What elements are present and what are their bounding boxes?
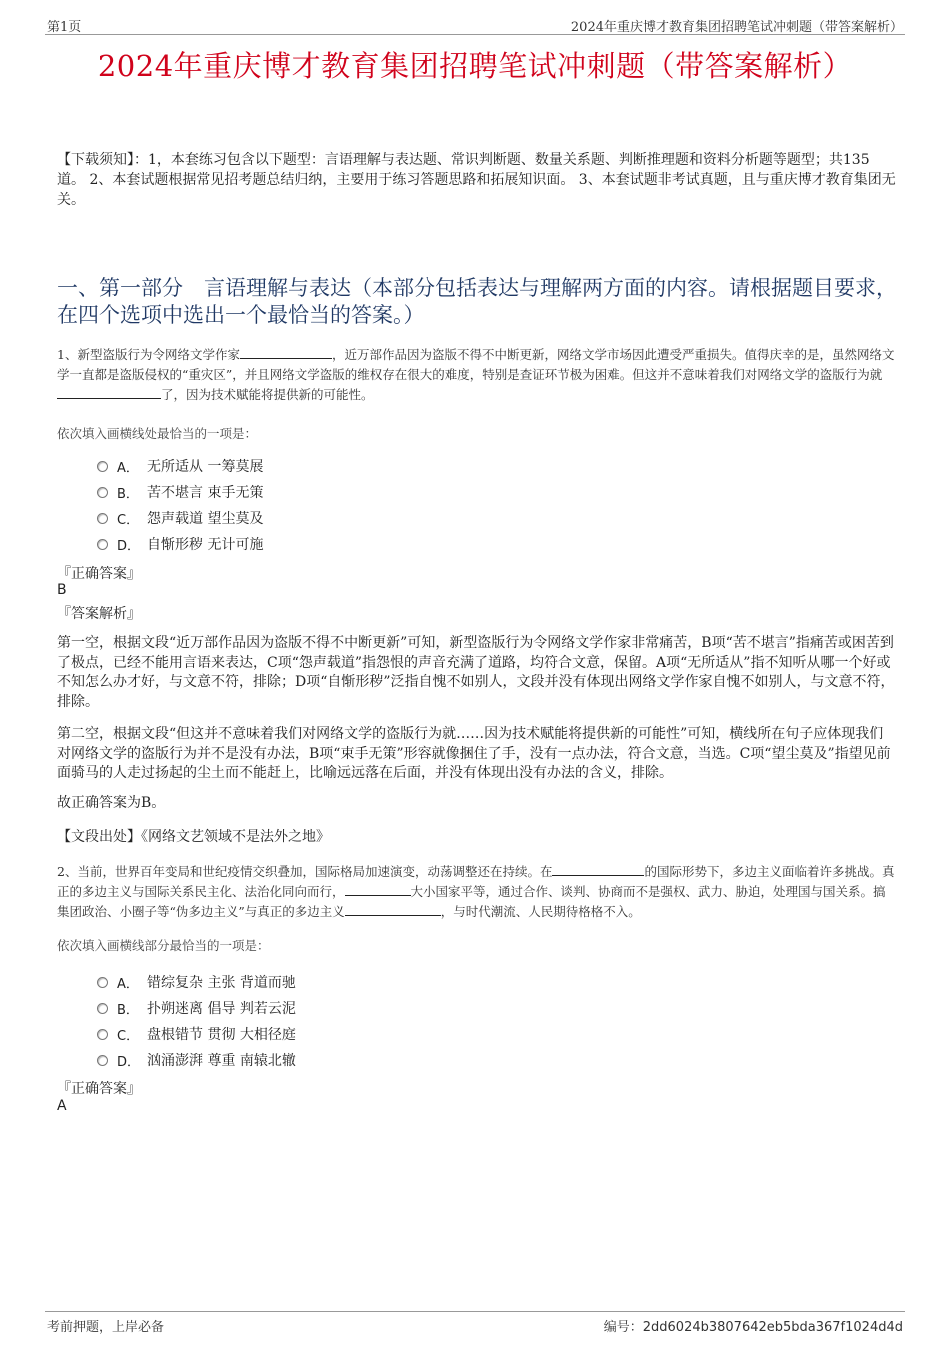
analysis-conclusion: 故正确答案为B。 (57, 795, 166, 811)
question-1-options (97, 453, 263, 557)
correct-answer: A (57, 1098, 67, 1114)
question-2-text: 2、当前，世界百年变局和世纪疫情交织叠加，国际格局加速演变，动荡调整还在持续。在 的国际形势下，多边主义面临着许多挑战。真正的多边主义与国际关系民主化、法治化同向而行， 大小国家平等，通过合作、谈判、协商而不是强权、武力、胁迫，处理国与国关系。搞集团政治、小圈子等“伪多边主义”与真正的多边主义 ，与时代潮流、人民期待格格不入。 (57, 864, 895, 919)
radio-icon[interactable] (97, 977, 108, 988)
answer-blank (345, 903, 441, 916)
page-header (45, 14, 905, 35)
answer-blank (57, 386, 161, 399)
option-b[interactable]: B． 扑朔迷离 倡导 判若云泥 (97, 995, 296, 1021)
radio-icon[interactable] (97, 461, 108, 472)
option-a[interactable]: A． 无所适从 一筹莫展 (97, 453, 263, 479)
radio-icon[interactable] (97, 513, 108, 524)
option-d[interactable]: D． 自惭形秽 无计可施 (97, 531, 263, 557)
correct-answer: B (57, 582, 67, 598)
radio-icon[interactable] (97, 539, 108, 550)
question-1-prompt: 依次填入画横线处最恰当的一项是： (57, 426, 258, 441)
passage-source: 【文段出处】《网络文艺领域不是法外之地》 (57, 829, 330, 845)
answer-blank (240, 346, 332, 359)
option-b[interactable]: B． 苦不堪言 束手无策 (97, 479, 263, 505)
radio-icon[interactable] (97, 1029, 108, 1040)
footer-doc-id: 编号：2dd6024b3807642eb5bda367f1024d4d (603, 1320, 903, 1335)
answer-blank (552, 863, 644, 876)
radio-icon[interactable] (97, 1003, 108, 1014)
analysis-paragraph-1: 第一空，根据文段“近万部作品因为盗版不得不中断更新”可知，新型盗版行为令网络文学作家非常痛苦，B项“苦不堪言”指痛苦或困苦到了极点，已经不能用言语来表达，C项“怨声载道”指怨恨的声音充满了道路，均符合文意，保留。A项“无所适从”指不知听从哪一个好或不知怎么办才好，与文意不符，排除；D项“自惭形秽”泛指自愧不如别人，文段并没有体现出网络文学作家自愧不如别人，与文意不符，排除。 (57, 635, 895, 710)
document-title: 2024年重庆博才教育集团招聘笔试冲刺题（带答案解析） (97, 49, 853, 83)
radio-icon[interactable] (97, 487, 108, 498)
option-c[interactable]: C． 盘根错节 贯彻 大相径庭 (97, 1021, 296, 1047)
question-2-prompt: 依次填入画横线部分最恰当的一项是： (57, 938, 270, 953)
option-d[interactable]: D． 汹涌澎湃 尊重 南辕北辙 (97, 1047, 296, 1073)
radio-icon[interactable] (97, 1055, 108, 1066)
section-title: 一、第一部分 言语理解与表达（本部分包括表达与理解两方面的内容。请根据题目要求，在四个选项中选出一个最恰当的答案。） (57, 276, 897, 327)
analysis-label: 『答案解析』 (57, 606, 141, 622)
header-doc-title: 2024年重庆博才教育集团招聘笔试冲刺题（带答案解析） (570, 20, 903, 35)
question-1-text: 1、新型盗版行为令网络文学作家 ，近万部作品因为盗版不得不中断更新，网络文学市场因此遭受严重损失。值得庆幸的是，虽然网络文学一直都是盗版侵权的“重灾区”，并且网络文学盗版的维权存在很大的难度，特别是查证环节极为困难。但这并不意味着我们对网络文学的盗版行为就了，因为技术赋能将提供新的可能性。 (57, 347, 895, 402)
option-c[interactable]: C． 怨声载道 望尘莫及 (97, 505, 263, 531)
option-a[interactable]: A． 错综复杂 主张 背道而驰 (97, 969, 296, 995)
page-footer (45, 1311, 905, 1338)
answer-blank (345, 883, 411, 896)
page-number: 第1页 (47, 20, 82, 35)
download-notice: 【下载须知】：1，本套练习包含以下题型：言语理解与表达题、常识判断题、数量关系题、判断推理题和资料分析题等题型；共135道。 2、本套试题根据常见招考题总结归纳，主要用于练习答题思路和拓展知识面。 3、本套试题非考试真题，且与重庆博才教育集团无关。 (57, 152, 896, 208)
question-2-options (97, 969, 296, 1073)
analysis-paragraph-2: 第二空，根据文段“但这并不意味着我们对网络文学的盗版行为就……因为技术赋能将提供新的可能性”可知，横线所在句子应体现我们对网络文学的盗版行为并不是没有办法，B项“束手无策”形容就像捆住了手，没有一点办法，符合文意，当选。C项“望尘莫及”指望见前面骑马的人走过扬起的尘土而不能赶上，比喻远远落在后面，并没有体现出没有办法的含义，排除。 (57, 726, 891, 781)
footer-slogan: 考前押题，上岸必备 (47, 1320, 165, 1335)
correct-answer-label: 『正确答案』 (57, 566, 141, 582)
correct-answer-label: 『正确答案』 (57, 1081, 141, 1097)
